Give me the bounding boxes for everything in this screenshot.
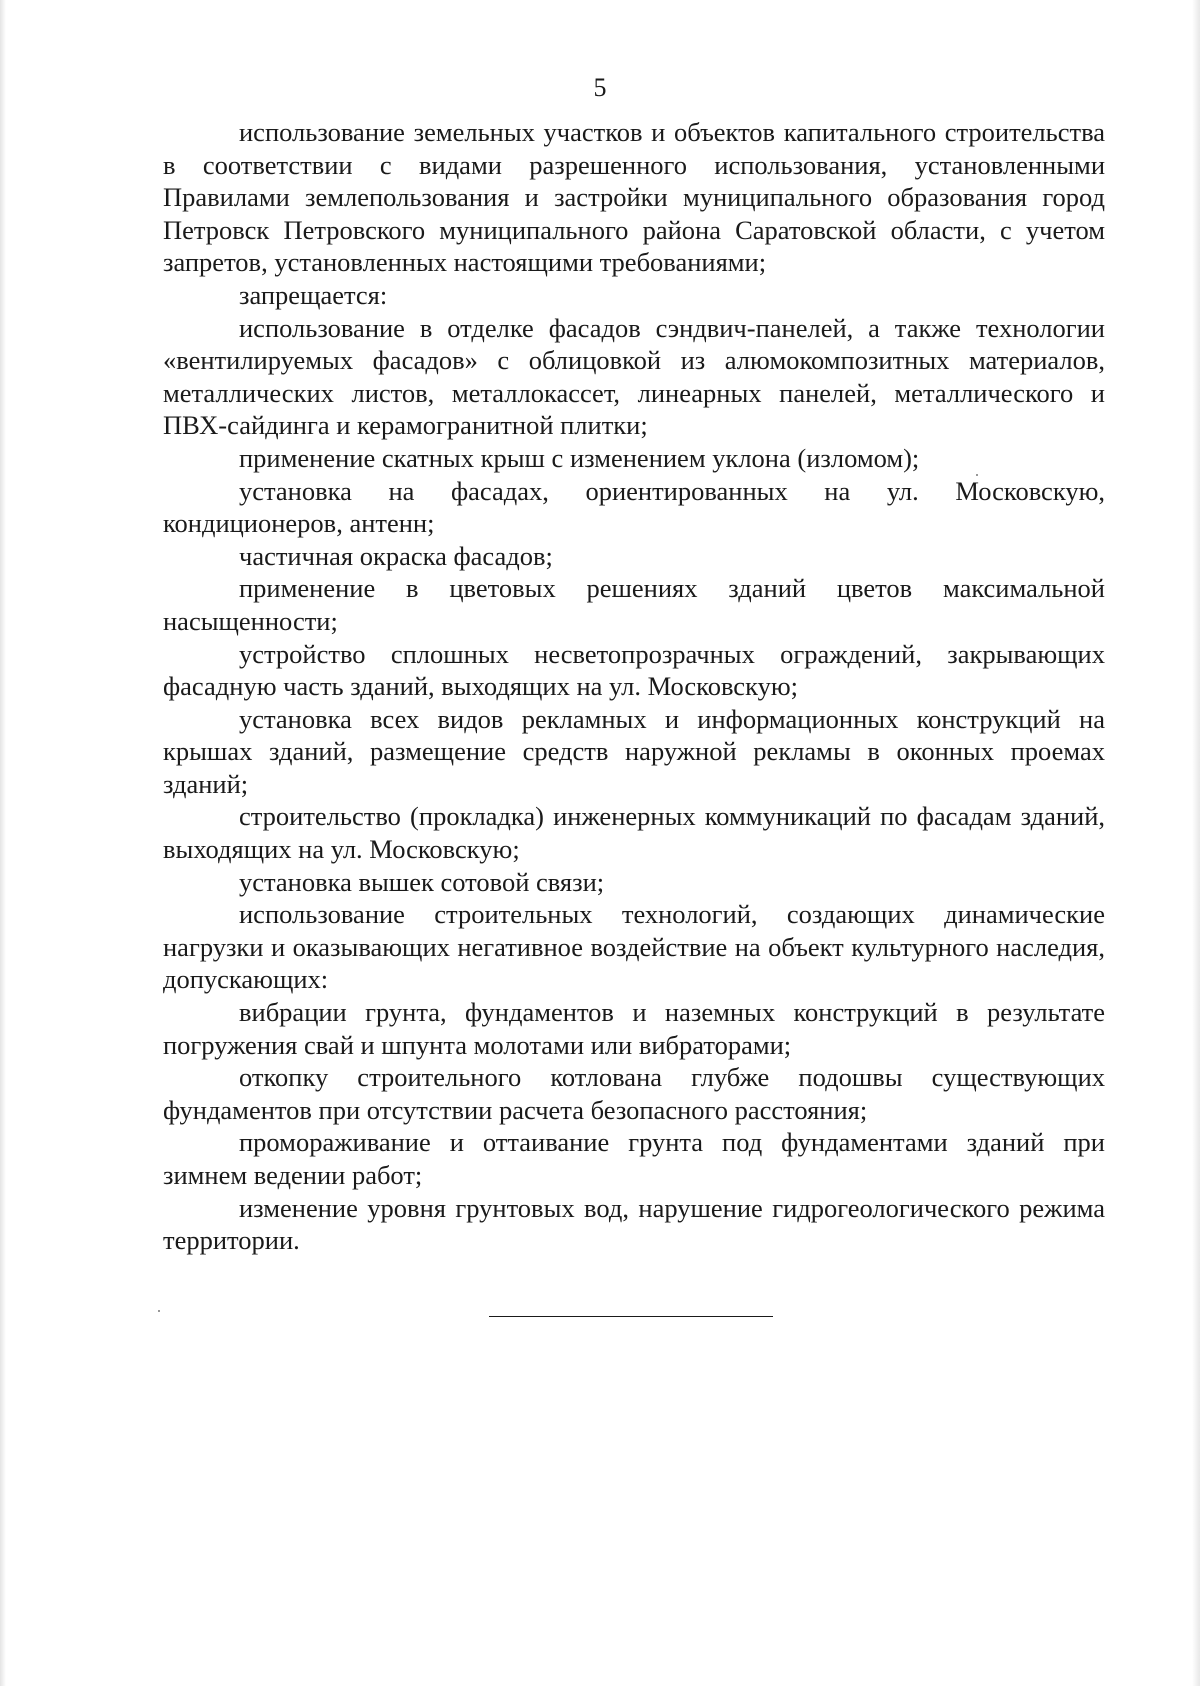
paragraph-freezing: промораживание и оттаивание грунта под фундаментами зданий при зимнем ведении работ; [163,1127,1105,1190]
paragraph-construction-technologies: использование строительных технологий, создающих динамические нагрузки и оказывающих негативное воздействие на объект культурного наследия, допускающих: [163,899,1105,995]
scan-speck [976,474,978,476]
paragraph-facade-finishing: использование в отделке фасадов сэндвич-панелей, а также технологии «вентилируемых фасадов» с облицовкой из алюмокомпозитных материалов, металлических листов, металлокассет, линеарных панелей, металлического и ПВХ-сайдинга и керамогранитной плитки; [163,312,1105,441]
paragraph-prohibited-heading: запрещается: [239,279,388,310]
scan-edge-right [1192,0,1200,1686]
paragraph-cell-towers: установка вышек сотовой связи; [239,866,605,897]
paragraph-pitched-roofs: применение скатных крыш с изменением уклона (изломом); [239,442,920,473]
paragraph-solid-fences: устройство сплошных несветопрозрачных ограждений, закрывающих фасадную часть зданий, выходящих на ул. Московскую; [163,638,1105,702]
paragraph-groundwater: изменение уровня грунтовых вод, нарушение гидрогеологического режима территории. [163,1192,1105,1256]
scan-speck [158,1310,160,1312]
scan-edge-left [0,0,6,1686]
paragraph-color-saturation: применение в цветовых решениях зданий цветов максимальной насыщенности; [163,573,1105,636]
paragraph-utilities: строительство (прокладка) инженерных коммуникаций по фасадам зданий, выходящих на ул. Московскую; [163,801,1105,865]
paragraph-partial-painting: частичная окраска фасадов; [239,540,553,571]
paragraph-advertising: установка всех видов рекламных и информационных конструкций на крышах зданий, размещение средств наружной рекламы в оконных проемах зданий; [163,703,1105,799]
page-number: 5 [593,73,607,102]
paragraph-excavation: откопку строительного котлована глубже подошвы существующих фундаментов при отсутствии расчета безопасного расстояния; [163,1062,1105,1125]
paragraph-land-use: использование земельных участков и объектов капитального строительства в соответствии с видами разрешенного использования, установленными Правилами землепользования и застройки муниципального образования город Петровск Петровского муниципального района Саратовской области, с учетом запретов, установленных настоящими требованиями; [163,117,1105,278]
end-of-document-rule [489,1316,773,1317]
document-body [163,116,1105,1257]
paragraph-air-conditioners: установка на фасадах, ориентированных на ул. Московскую, кондиционеров, антенн; [163,475,1105,539]
paragraph-vibrations: вибрации грунта, фундаментов и наземных конструкций в результате погружения свай и шпунта молотами или вибраторами; [163,997,1105,1060]
